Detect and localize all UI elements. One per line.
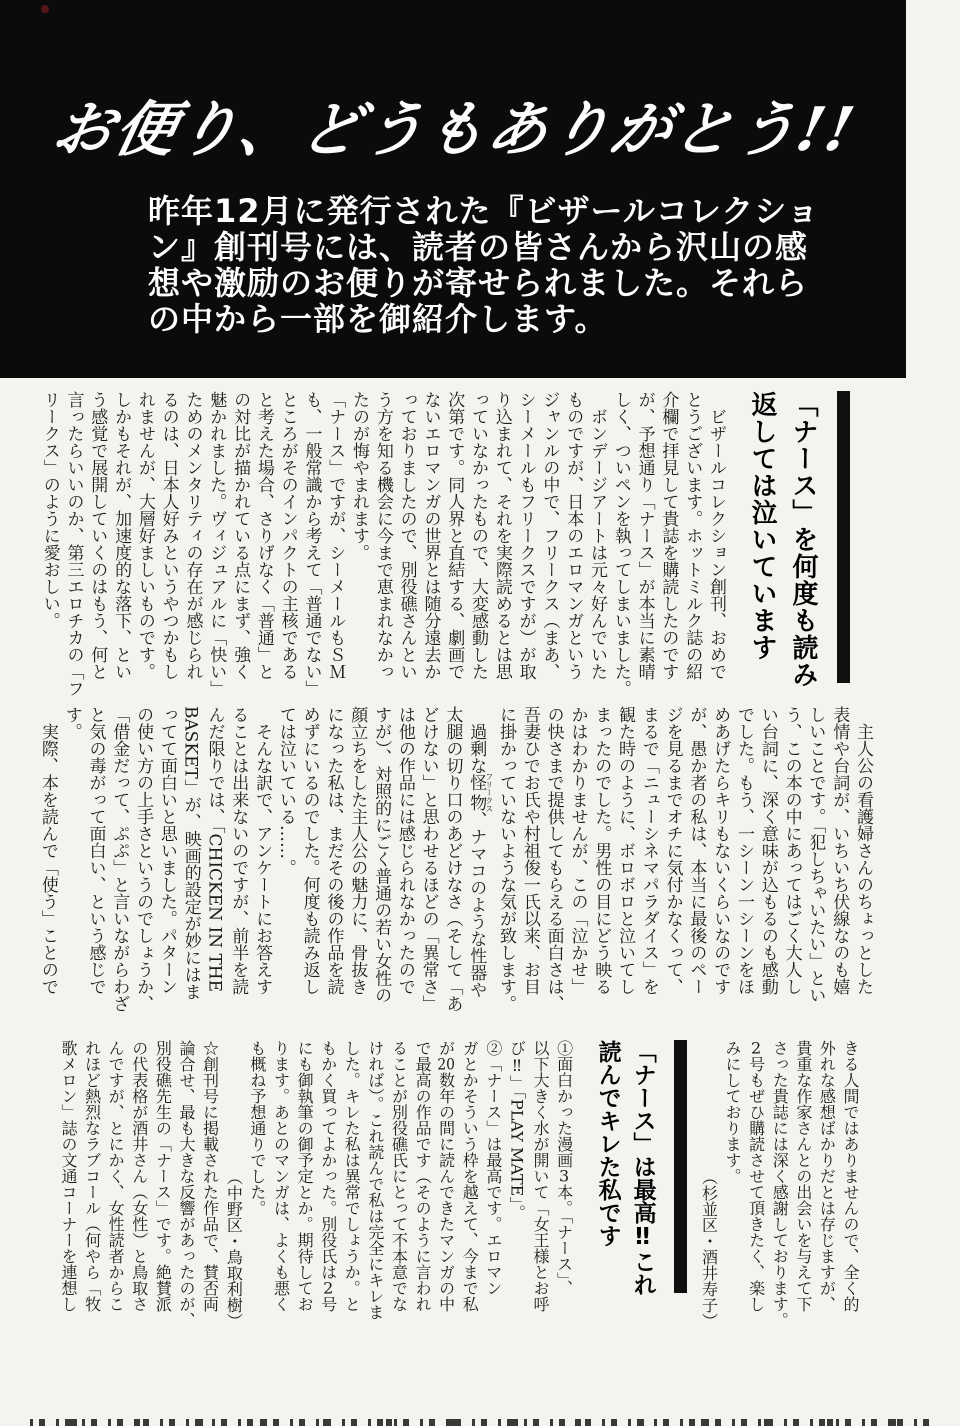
letter-text-column: でした。もう、一シーン一シーンをほ xyxy=(734,706,755,995)
letter-text-column: ては泣いている……。 xyxy=(275,706,296,876)
letter-text-column: の快さまで提供してもらえる面白さは、 xyxy=(543,706,564,1012)
letter-text-column: 別役礁先生の「ナース」です。絶賛派 xyxy=(153,1040,173,1312)
letter-text-column: ②「ナース」は最高です。エロマン xyxy=(483,1040,503,1296)
letter-text-column: 主人公の看護婦さんのちょっとした xyxy=(853,706,873,995)
letter-text-column: にも御執筆の御予定とか。期待してお xyxy=(295,1040,315,1312)
letter-text-column: めずにいるのでした。何度も読み返し xyxy=(299,706,320,995)
letter-text-column: たのが悔やまれます。 xyxy=(349,391,370,561)
letter-text-column: の対比が描かれている点にまず、強く xyxy=(230,391,251,680)
letter-text-column: さった貴誌には深く感謝しております。 xyxy=(770,1040,790,1328)
letter-text-column: 吾妻ひでお氏や村祖俊一氏以来、お目 xyxy=(519,706,540,995)
intro-line: 昨年12月に発行された『ビザールコレクショ xyxy=(148,192,820,230)
page-title: お便り、どうもありがとう!! xyxy=(46,95,862,165)
letter-text-column: すが）、対照的にごく普通の若い女性の xyxy=(371,706,392,1004)
intro-line: 想や激励のお便りが寄せられました。それら xyxy=(148,264,809,302)
letter-text-column: ければ）。これ読んで私は完全にキレま xyxy=(365,1040,385,1320)
letter-text-column: っておりましたので、別役礁さんとい xyxy=(396,391,417,680)
letter-text-column: ることは出来ないのですが、前半を読 xyxy=(228,706,249,995)
intro-paragraph xyxy=(148,193,820,337)
letter-signature: （中野区・鳥取利樹） xyxy=(224,1169,244,1329)
letter-text-column: っていなかったもので、大変感動した xyxy=(468,391,489,680)
letter-text-column: の代表格が酒井さん（女性）と鳥取さ xyxy=(129,1040,149,1312)
cropped-text-row xyxy=(30,1419,938,1426)
letter-text-column: 顔立ちをした主人公の魅力に、骨抜き xyxy=(347,706,368,995)
letters-band-top xyxy=(36,391,860,701)
letter-text-column: しく、ついペンを執ってしまいました。 xyxy=(610,391,631,697)
letter-text-column: るのは、日本人好みというやつかもし xyxy=(158,391,179,680)
letter-text-column: も概ね予想通りでした。 xyxy=(247,1040,267,1216)
section-heading-line: 読んでキレた私です xyxy=(594,1040,621,1247)
header-banner xyxy=(0,0,906,378)
letter-text-column: 「借金だって、ぷぷ」と言いながらわざ xyxy=(109,706,130,1012)
letter-text-column: 実際、本を読んで「使う」ことので xyxy=(37,706,58,995)
letter-text-column: の使い方の上手さというのでしょうか、 xyxy=(133,706,154,1012)
letter-text-column: ☆創刊号に掲載された作品で、賛否両 xyxy=(200,1040,220,1312)
intro-line: ン』創刊号には、読者の皆さんから沢山の感 xyxy=(148,228,809,266)
letter-text-column: ジを見るまでオチに気付かなくって、 xyxy=(662,706,683,995)
letter-text-column: ボンデージアートは元々好んでいた xyxy=(587,391,608,680)
letter-text-column: ることが別役礁氏にとって不本意でな xyxy=(389,1040,409,1312)
letter-text-column: んだ限りでは、「CHICKEN IN THE xyxy=(204,706,225,993)
letters-band-bottom xyxy=(40,1040,862,1333)
letter-text-column: と考えた場合、さりげなく「普通」と xyxy=(253,391,274,680)
letter-text-column: ないエロマンガの世界とは随分遠去か xyxy=(420,391,441,680)
intro-line: の中から一部を御紹介します。 xyxy=(148,300,608,338)
section-heading-line: 「ナース」は最高‼これ xyxy=(629,1040,656,1296)
letter-text-column: した。キレた私は異常でしょうか。と xyxy=(342,1040,362,1312)
letter-text-column: と気の毒がって面白い、という感じで xyxy=(85,706,106,995)
letter-text-column: そんな訳で、アンケートにお答えす xyxy=(252,706,273,995)
letter-text-column: ってて面白いと思いました。パターン xyxy=(156,706,177,995)
letter-text-column: BASKET」が、映画的設定が妙にはま xyxy=(180,706,201,1000)
letter-text-column: 魅かれました。ヴィジュアルに「快い」 xyxy=(206,391,227,697)
letter-text-column: 歌メロン」誌の文通コーナーを連想し xyxy=(58,1040,78,1312)
letter-text-column: みにしております。 xyxy=(723,1040,743,1184)
letter-text-column: 言ったらいいのか、第三エロチカの「フ xyxy=(63,391,84,697)
letter-text-column: も、一般常識から考えて「普通でない」 xyxy=(301,391,322,697)
letter-text-column: れほど熱烈なラブコール（何やら「牧 xyxy=(82,1040,102,1312)
letter-text-column: う、この本の中にあってはごく大人し xyxy=(781,706,802,995)
letter-text-column: ビザールコレクション創刊、おめで xyxy=(706,391,726,680)
section-heading-rule xyxy=(674,1040,687,1293)
letter-text-column: が、愚か者の私は、本当に最後のペー xyxy=(686,706,707,995)
letter-text-column: は他の作品には感じられなかったので xyxy=(394,706,415,995)
section-heading-line: 返しては泣いています xyxy=(747,391,777,661)
letter-text-column: ①面白かった漫画3本。「ナース」、 xyxy=(554,1040,574,1296)
letter-text-column: ものですが、日本のエロマンガという xyxy=(563,391,584,680)
letter-text-column: う方を知る機会に今まで恵まれなかっ xyxy=(372,391,393,680)
letter-text-column: 貴重な作家さんとの出会いを与えて下 xyxy=(793,1040,813,1312)
scan-speck xyxy=(41,5,49,13)
letter-text-column: が20数年の間に読んできたマンガの中 xyxy=(436,1040,456,1312)
section-heading-rule xyxy=(837,391,850,683)
letter-text-column: 太腿の切り口のあどけなさ（そして「あ xyxy=(442,706,463,1012)
letter-text-column: とうございます。ホットミルク誌の紹 xyxy=(682,391,703,680)
section-heading-line: 「ナース」を何度も読み xyxy=(788,391,818,688)
letter-text-column: かはわかりませんが、この「泣かせ」 xyxy=(567,706,588,995)
letter-text-column: が、予想通り「ナース」が本当に素晴 xyxy=(634,391,655,680)
letter-text-column: になった私は、まだその後の作品を読 xyxy=(323,706,344,995)
letter-text-column: 介欄で拝見して貴誌を購読したのです xyxy=(658,391,679,680)
letter-text-column: リークス」のように愛おしい。 xyxy=(39,391,60,629)
letter-text-column: しかもそれが、加速度的な落下、とい xyxy=(111,391,132,680)
letter-text-column: 2号もぜひ購読させて頂きたく、楽し xyxy=(746,1040,766,1312)
letter-text-column: んですが、とにかく、女性読者からこ xyxy=(106,1040,126,1312)
letter-text-column: す。 xyxy=(61,706,82,740)
letter-text-column: 次第です。同人界と直結する、劇画で xyxy=(444,391,465,680)
letter-text-column: う感覚で展開していくのはもう、何と xyxy=(87,391,108,680)
letter-text-column: ところがそのインパクトの主核である xyxy=(277,391,298,680)
letter-text-column: どけない」と思わせるほどの「異常さ」 xyxy=(418,706,439,1012)
letter-text-column: 過剰な怪物フリークス、ナマコのような性器や xyxy=(466,706,494,998)
letter-text-column: に掛かっていないような気が致します。 xyxy=(496,706,517,1012)
letter-text-column: で最高の作品です（そのように言われ xyxy=(413,1040,433,1312)
letter-text-column: シーメールもフリークスですが）が取 xyxy=(515,391,536,680)
letter-text-column: り込まれて、それを実際読めるとは思 xyxy=(491,391,512,680)
letters-band-middle xyxy=(36,706,874,1018)
letter-text-column: ジャンルの中で、フリークス（まあ、 xyxy=(539,391,560,680)
letter-text-column: まったのでした。男性の目にどう映る xyxy=(591,706,612,995)
letter-text-column: 論合せ、最も大きな反響があったのが、 xyxy=(176,1040,196,1328)
letter-text-column: めあげたらキリもないくらいなのです xyxy=(710,706,731,995)
letter-text-column: 外れな感想ばかりだとは存じますが、 xyxy=(817,1040,837,1312)
letter-text-column: ためのメンタリティの存在が感じられ xyxy=(182,391,203,680)
letter-text-column: 「ナース」ですが、シーメールもＳＭ xyxy=(325,391,346,680)
letter-text-column: 観た時のように、ボロボロと泣いてし xyxy=(615,706,636,995)
letter-text-column: 表情や台詞が、いちいち伏線なのも嬉 xyxy=(829,706,850,995)
letter-text-column: まるで「ニューシネマパラダイス」を xyxy=(638,706,659,995)
letter-text-column: もかく買ってよかった。別役氏は2号 xyxy=(318,1040,338,1312)
letter-text-column: ガとかそういう枠を越えて、今まで私 xyxy=(460,1040,480,1312)
letter-text-column: れませんが、大層好ましいものです。 xyxy=(134,391,155,680)
letter-text-column: い台詞に、深く意味が込もるのも感動 xyxy=(757,706,778,995)
letter-text-column: しいことです。「犯しちゃいたい」とい xyxy=(805,706,826,1004)
letter-text-column: び‼」「PLAY MATE」。 xyxy=(507,1040,527,1221)
letter-signature: （杉並区・酒井寿子） xyxy=(699,1169,719,1329)
letter-text-column: きる人間ではありませんので、全く的 xyxy=(841,1040,860,1312)
letter-text-column: 以下大きく水が開いて「女王様とお呼 xyxy=(531,1040,551,1312)
letter-text-column: ります。あとのマンガは、よくも悪く xyxy=(271,1040,291,1312)
